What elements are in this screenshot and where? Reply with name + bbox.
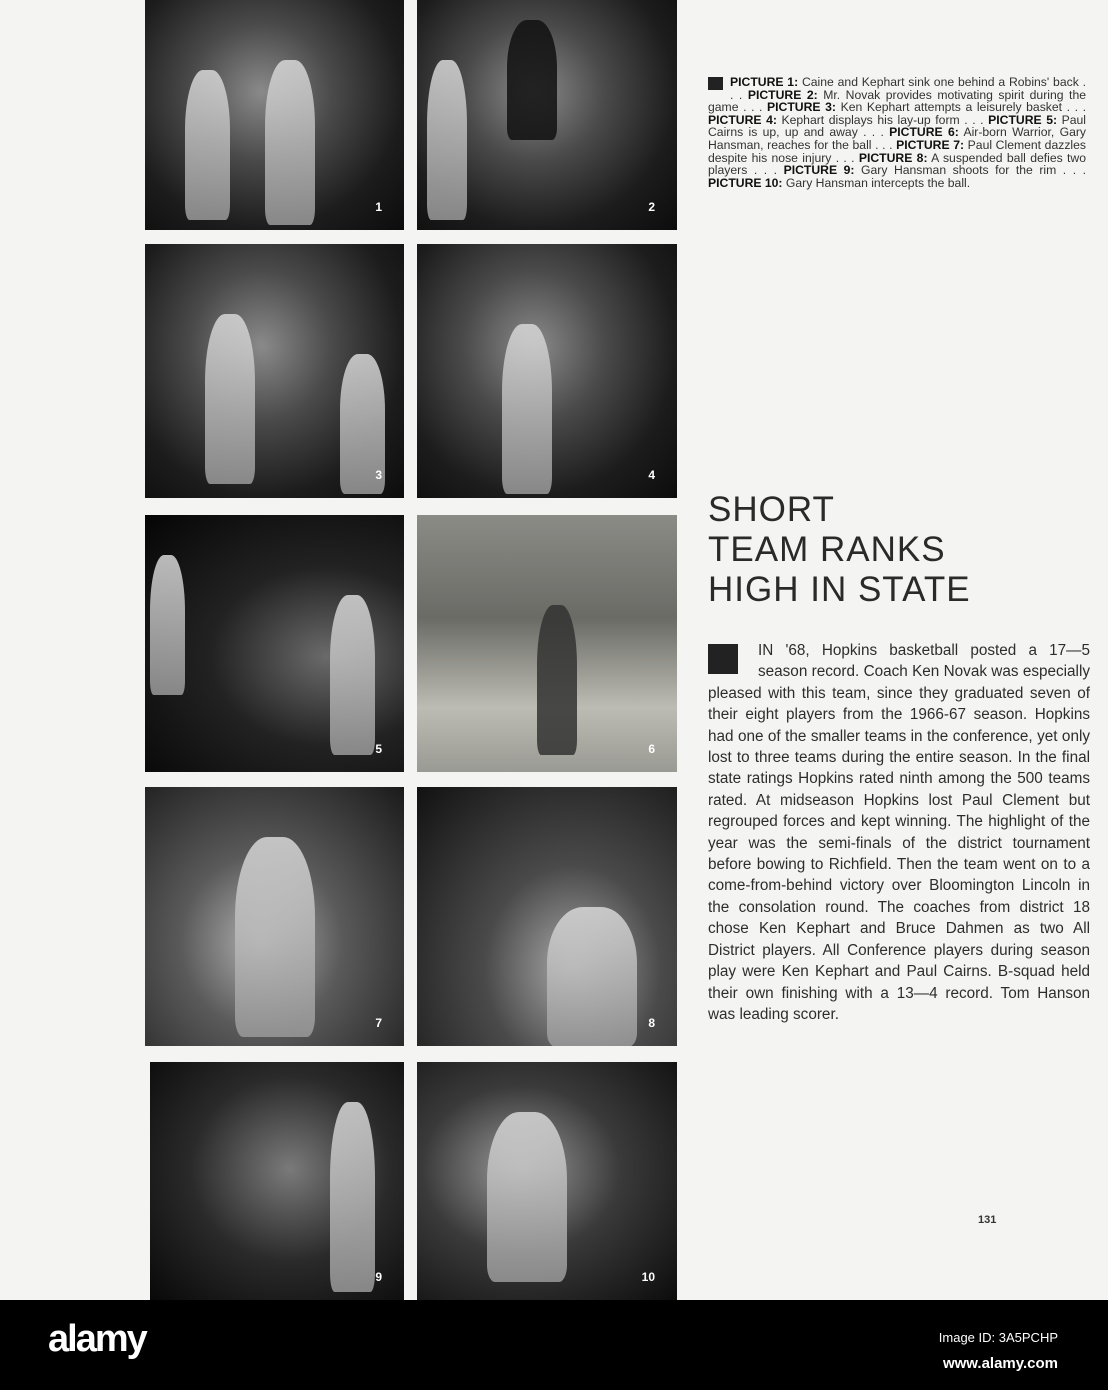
photo-number: 2 (648, 200, 655, 214)
caption-label: PICTURE 3: (767, 100, 836, 115)
caption-text: Kephart displays his lay-up form . . . (776, 112, 989, 127)
caption-label: PICTURE 10: (708, 175, 783, 190)
heading-line: SHORT (708, 490, 835, 529)
bullet-square-icon (708, 77, 723, 90)
caption-text: Ken Kephart attempts a leisurely basket . . . (835, 100, 1086, 115)
caption-text: Caine and Kephart sink one behind a Robins' back . . . (730, 75, 1086, 102)
caption-label: PICTURE 5: (988, 112, 1058, 127)
photo-number: 4 (648, 468, 655, 482)
photo-8 (417, 787, 677, 1046)
article-heading (708, 490, 1088, 610)
photo-6 (417, 515, 677, 772)
photo-number: 1 (375, 200, 382, 214)
photo-number: 8 (648, 1016, 655, 1030)
photo-4 (417, 244, 677, 498)
article-text: IN '68, Hopkins basketball posted a 17—5 season record. Coach Ken Novak was especially pleased with this team, since they graduated seven of their eight players from the 1966-67 season. Hopkins had one of the smaller teams in the conference, yet only lost to three teams during the entire season. In the final state ratings Hopkins rated ninth among the 500 teams rated. At midseason Hopkins lost Paul Clement but regrouped forces and kept winning. The highlight of the year was the semi-finals of the district tournament before bowing to Richfield. Then the team went on to a come-from-behind victory over Bloomington Lincoln in the consolation round. The coaches from district 18 chose Ken Kephart and Bruce Dahmen as two All District players. All Conference players during season play were Ken Kephart and Paul Cairns. B-squad held their own finishing with a 13—4 record. Tom Hanson was leading scorer. (708, 642, 1090, 1023)
caption-text: Paul Clement dazzles despite his nose injury . . . (708, 137, 1086, 165)
photo-captions (708, 76, 1086, 189)
article-body (708, 640, 1090, 1025)
caption-text: Gary Hansman shoots for the rim . . . (854, 163, 1086, 178)
caption-label: PICTURE 8: (858, 150, 928, 165)
watermark-url: www.alamy.com (942, 1355, 1058, 1372)
heading-line: HIGH IN STATE (708, 570, 971, 609)
bullet-square-icon (708, 644, 738, 674)
photo-1 (145, 0, 404, 230)
alamy-logo: alamy (48, 1318, 146, 1360)
photo-number: 3 (375, 468, 382, 482)
caption-label: PICTURE 6: (889, 125, 959, 140)
caption-text: Paul Cairns is up, up and away . . . (708, 112, 1087, 140)
photo-7 (145, 787, 404, 1046)
photo-9 (150, 1062, 404, 1300)
photo-5 (145, 515, 404, 772)
caption-label: PICTURE 4: (708, 112, 777, 127)
caption-text: Mr. Novak provides motivating spirit during the game . . . (708, 87, 1086, 115)
caption-label: PICTURE 2: (747, 87, 818, 102)
caption-label: PICTURE 1: (730, 75, 799, 89)
caption-text: Gary Hansman intercepts the ball. (782, 175, 971, 190)
photo-10 (417, 1062, 677, 1300)
photo-number: 6 (648, 742, 655, 756)
watermark-banner (0, 1300, 1108, 1390)
photo-number: 9 (375, 1270, 382, 1284)
caption-text: A suspended ball defies two players . . . (708, 150, 1087, 178)
heading-line: TEAM RANKS (708, 530, 946, 569)
page-number: 131 (978, 1214, 997, 1226)
photo-number: 5 (375, 742, 382, 756)
photo-number: 10 (641, 1270, 655, 1284)
caption-label: PICTURE 9: (783, 163, 855, 178)
caption-label: PICTURE 7: (896, 137, 965, 152)
image-id: Image ID: 3A5PCHP (938, 1330, 1058, 1345)
photo-number: 7 (375, 1016, 382, 1030)
caption-text: Air-born Warrior, Gary Hansman, reaches for the ball . . . (708, 125, 1087, 152)
photo-3 (145, 244, 404, 498)
photo-2 (417, 0, 677, 230)
